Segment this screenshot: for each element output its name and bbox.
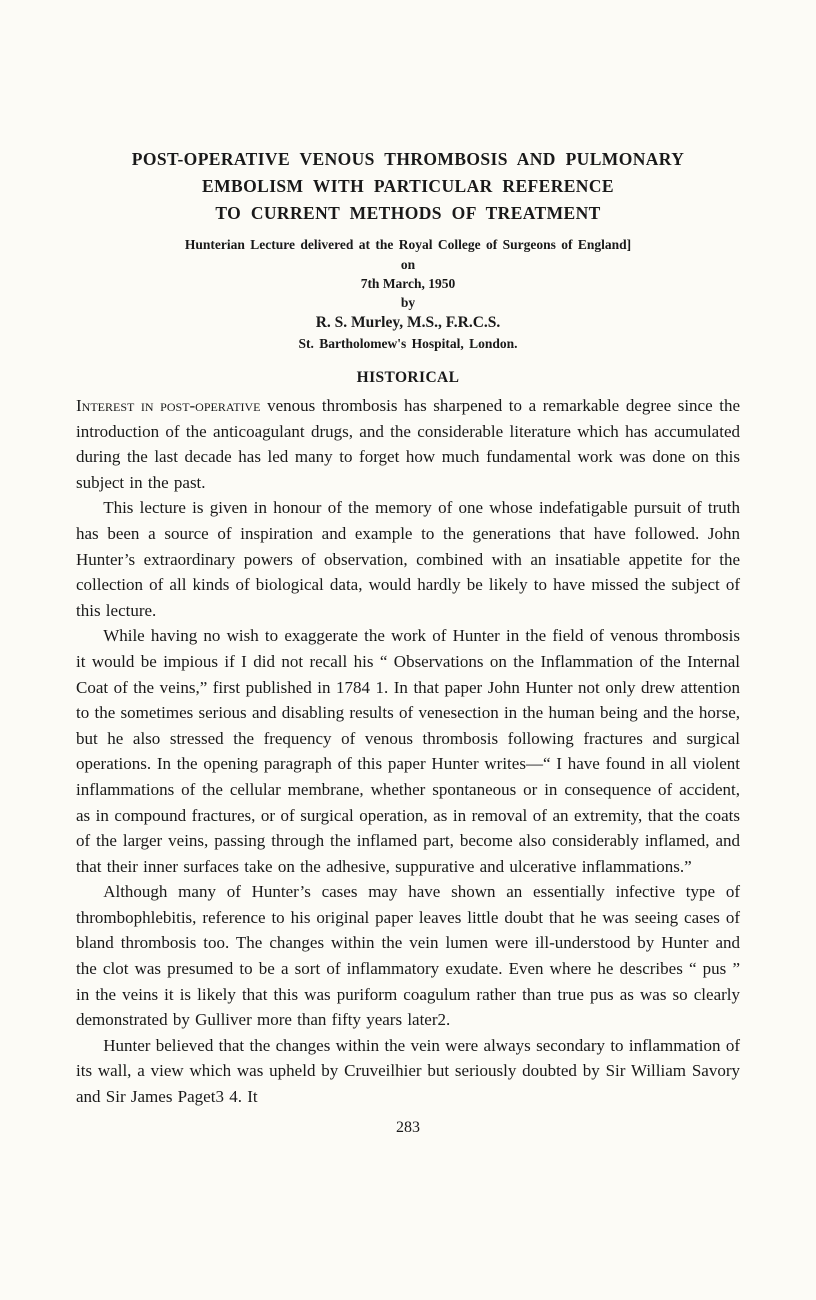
paragraph-1 xyxy=(76,393,740,495)
paragraph-2: This lecture is given in honour of the memory of one whose indefatigable pursuit of truth has been a source of inspiration and example to the generations that have followed. John Hunter’s extraordinary powers of observation, combined with an insatiable appetite for the collection of all kinds of biological data, would hardly be likely to have missed the subject of this lecture. xyxy=(76,498,740,620)
author-affiliation: St. Bartholomew's Hospital, London. xyxy=(298,336,518,351)
paragraph-1-rest: venous thrombosis has sharpened to a remarkable degree since the introduction of the anticoagulant drugs, and the considerable literature which has accumulated during the last decade has led many to forget how much fundamental work was done on this subject in the past. xyxy=(76,396,741,492)
section-heading-historical: HISTORICAL xyxy=(356,369,460,386)
paragraph-3: While having no wish to exaggerate the work of Hunter in the field of venous thrombosis it would be impious if I did not recall his “ Observations on the Inflammation of the Internal Coat of the veins,” first published in 1784 1. In that paper John Hunter not only drew attention to the sometimes serious and disabling results of venesection in the human being and the horse, but he also stressed the frequency of venous thrombosis following fractures and surgical operations. In the opening paragraph of this paper Hunter writes—“ I have found in all violent inflammations of the cellular membrane, whether spontaneous or in consequence of accident, as in compound fractures, or of surgical operation, as in removal of an extremity, that the coats of the larger veins, passing through the inflamed part, become also considerably inflamed, and that their inner surfaces take on the adhesive, suppurative and ulcerative inflammations.” xyxy=(76,626,740,876)
lecture-note: Hunterian Lecture delivered at the Royal College of Surgeons of England] xyxy=(184,237,632,252)
paragraph-4: Although many of Hunter’s cases may have shown an essentially infective type of thrombophlebitis, reference to his original paper leaves little doubt that he was seeing cases of bland thrombosis too. The changes within the vein lumen were ill-understood by Hunter and the clot was presumed to be a sort of inflammatory exudate. Even where he describes “ pus ” in the veins it is likely that this was puriform coagulum rather than true pus as was so clearly demonstrated by Gulliver more than fifty years later2. xyxy=(76,882,740,1030)
article-title-line-1: POST-OPERATIVE VENOUS THROMBOSIS AND PULMONARY xyxy=(131,149,685,169)
article-body xyxy=(76,393,740,1110)
article-header xyxy=(76,146,740,354)
page-number: 283 xyxy=(396,1118,420,1136)
by-label: by xyxy=(400,295,416,310)
paragraph-5: Hunter believed that the changes within the vein were always secondary to inflammation of its wall, a view which was upheld by Cruveilhier but seriously doubted by Sir William Savory and Sir James Paget3 4. It xyxy=(76,1035,740,1107)
article-title-line-2: EMBOLISM WITH PARTICULAR REFERENCE xyxy=(202,176,614,196)
article-title-line-3: TO CURRENT METHODS OF TREATMENT xyxy=(215,203,601,223)
paragraph-1-lead: Interest in post-operative xyxy=(76,396,261,415)
lecture-date: 7th March, 1950 xyxy=(360,276,456,291)
author-name: R. S. Murley, M.S., F.R.C.S. xyxy=(315,314,501,331)
on-label: on xyxy=(400,257,416,272)
